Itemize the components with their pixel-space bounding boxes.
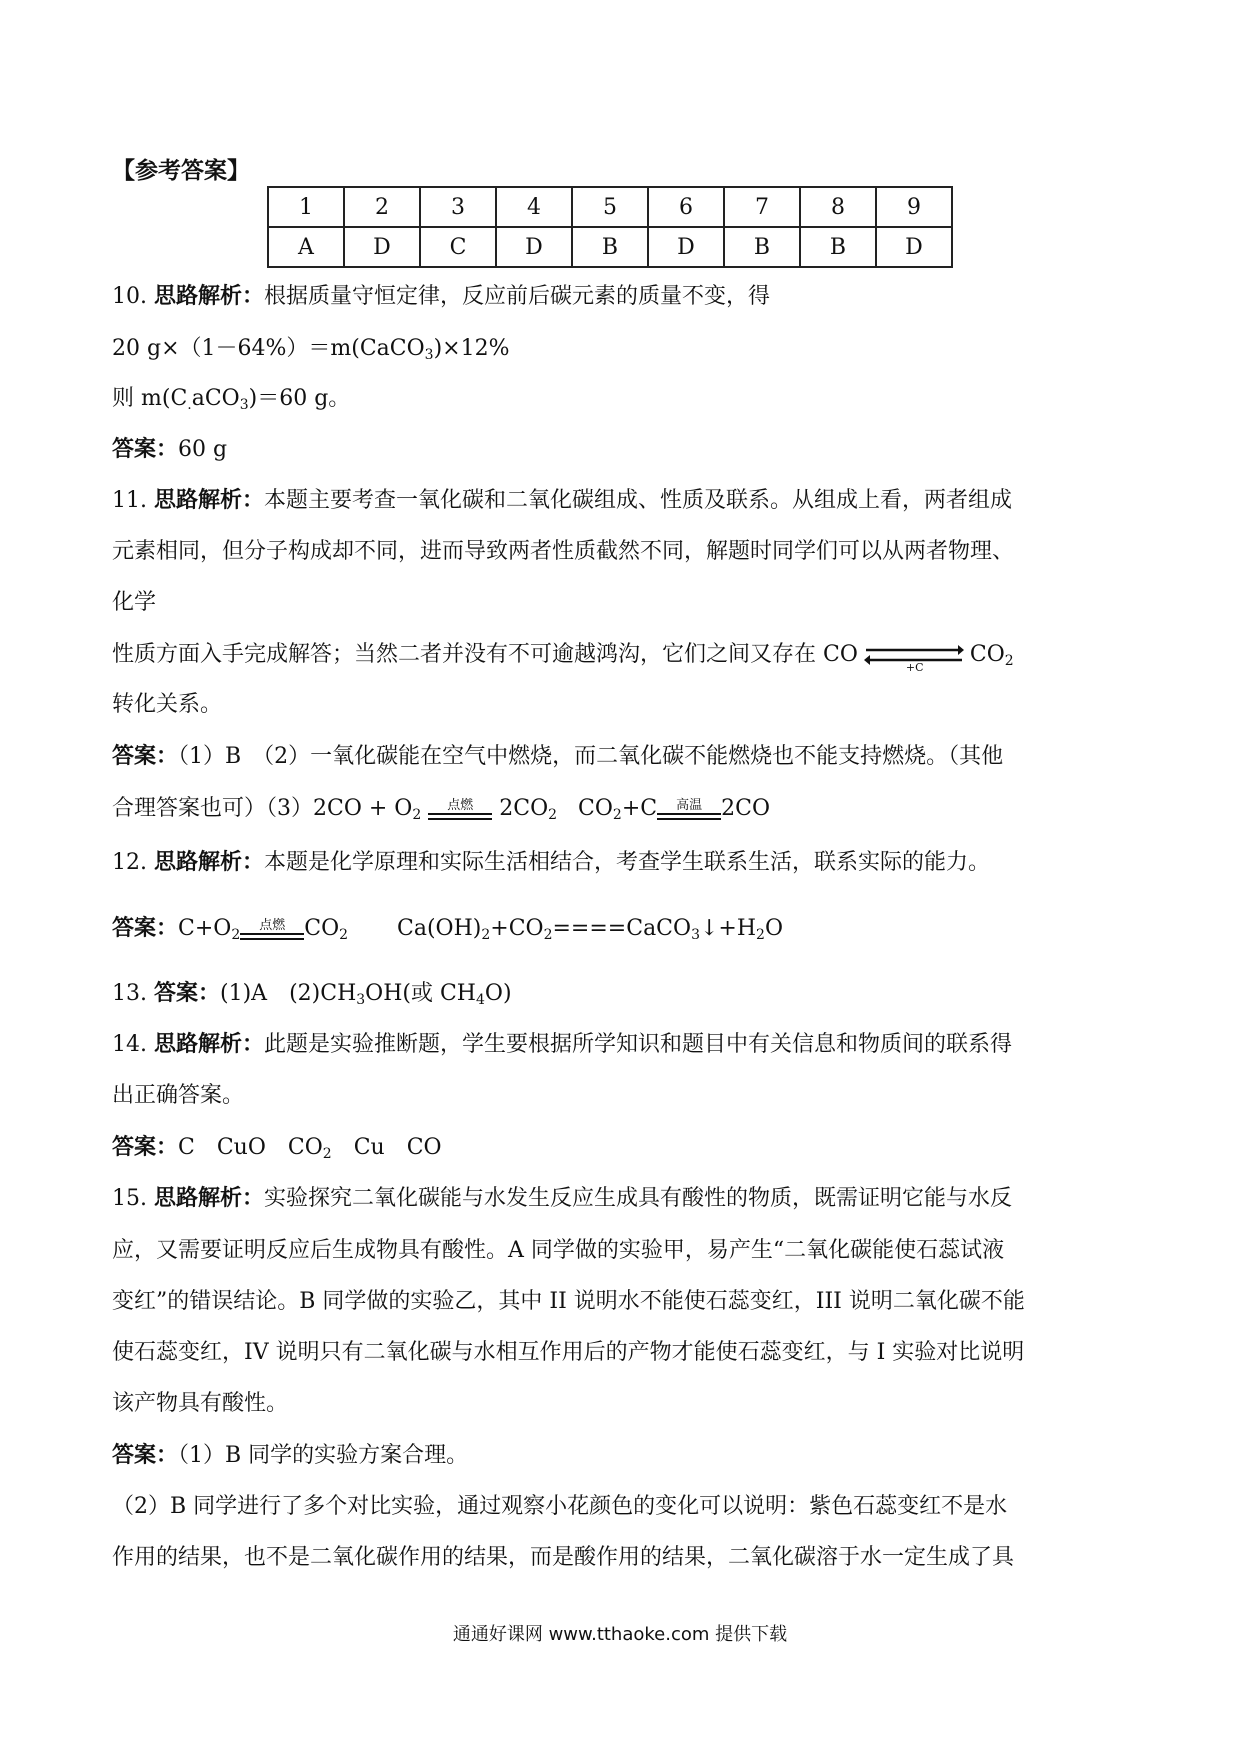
table-cell: D	[876, 227, 952, 267]
subscript: 4	[476, 992, 485, 1008]
analysis-text: 性质方面入手完成解答；当然二者并没有不可逾越鸿沟，它们之间又存在 CO	[112, 642, 858, 667]
answer-label: 答案：	[112, 437, 179, 462]
answer-text: +C	[621, 796, 658, 821]
subscript: 3	[239, 397, 249, 413]
answer-label: 答案：	[112, 916, 179, 941]
reversible-arrow-icon	[864, 638, 964, 672]
subscript: 2	[339, 927, 349, 943]
table-cell: 2	[344, 187, 420, 227]
subscript: 3	[691, 927, 700, 943]
analysis-text: 本题主要考查一氧化碳和二氧化碳组成、性质及联系。从组成上看，两者组成	[264, 488, 1013, 513]
answer-text: (1)A (2)CH	[220, 981, 357, 1006]
q15-analysis-line-3: 变红”的错误结论。B 同学做的实验乙，其中 II 说明水不能使石蕊变红，III 说明二氧化碳不能	[112, 1289, 1025, 1314]
calc-text: aCO	[191, 386, 240, 411]
equation-text: C+O	[178, 916, 232, 941]
table-cell: 3	[420, 187, 496, 227]
answer-label: 答案：	[112, 744, 179, 769]
question-number: 10.	[112, 284, 147, 309]
q10-calculation-1	[112, 334, 510, 364]
table-cell: A	[268, 227, 344, 267]
answer-text: 合理答案也可）（3）2CO + O	[112, 796, 413, 821]
answer-text: 2CO	[499, 796, 549, 821]
analysis-label: 思路解析：	[154, 1032, 265, 1057]
answer-label: 答案：	[112, 1135, 179, 1160]
subscript: 2	[412, 807, 422, 823]
table-cell: D	[496, 227, 572, 267]
answer-table-number-row	[268, 187, 952, 227]
q13-answer	[112, 979, 512, 1009]
q10-answer	[112, 435, 227, 465]
analysis-label: 思路解析：	[154, 284, 265, 309]
table-cell: B	[724, 227, 800, 267]
q14-analysis-line-2: 出正确答案。	[112, 1083, 245, 1108]
subscript: .	[187, 397, 192, 413]
page-footer: 通通好课网 www.tthaoke.com 提供下载	[452, 1624, 788, 1645]
table-cell: B	[572, 227, 648, 267]
question-number: 15.	[112, 1186, 147, 1211]
analysis-label: 思路解析：	[154, 488, 265, 513]
answer-text: （1）B （2）一氧化碳能在空气中燃烧，而二氧化碳不能燃烧也不能支持燃烧。（其他	[178, 744, 1004, 769]
reaction-condition: 点燃	[447, 797, 474, 813]
q15-answer-line-2: （2）B 同学进行了多个对比实验，通过观察小花颜色的变化可以说明：紫色石蕊变红不是水	[112, 1494, 1008, 1519]
answer-table-answer-row	[268, 227, 952, 267]
table-cell: C	[420, 227, 496, 267]
question-number: 11.	[112, 488, 147, 513]
q15-answer-line-1	[112, 1441, 468, 1471]
reference-answer-title: 【参考答案】	[112, 158, 250, 184]
subscript: 3	[356, 992, 366, 1008]
analysis-text: 本题是化学原理和实际生活相结合，考查学生联系生活，联系实际的能力。	[264, 850, 991, 875]
subscript: 2	[322, 1146, 332, 1162]
q15-analysis-line-4: 使石蕊变红，IV 说明只有二氧化碳与水相互作用后的产物才能使石蕊变红，与 I 实验对比说明	[112, 1340, 1025, 1365]
answer-table	[267, 186, 953, 268]
q11-analysis-line-1	[112, 486, 1012, 516]
q11-analysis-line-5: 转化关系。	[112, 692, 223, 717]
analysis-text: 实验探究二氧化碳能与水发生反应生成具有酸性的物质，既需证明它能与水反	[264, 1186, 1013, 1211]
analysis-text: 此题是实验推断题，学生要根据所学知识和题目中有关信息和物质间的联系得	[264, 1032, 1013, 1057]
answer-label: 答案：	[112, 1443, 179, 1468]
arrow-label: +C	[905, 661, 924, 674]
condition-equals-sign	[428, 799, 492, 820]
q11-answer-line-2	[112, 794, 770, 824]
question-number: 12.	[112, 850, 147, 875]
answer-text: Cu CO	[331, 1135, 442, 1160]
q11-answer-line-1	[112, 742, 1003, 772]
question-number: 14.	[112, 1032, 147, 1057]
answer-text: C CuO CO	[178, 1135, 323, 1160]
q15-analysis-line-5: 该产物具有酸性。	[112, 1391, 289, 1416]
q10-analysis	[112, 282, 770, 312]
analysis-label: 思路解析：	[154, 850, 265, 875]
q14-answer	[112, 1133, 442, 1163]
answer-text: 2CO	[721, 796, 770, 821]
q11-analysis-line-3: 化学	[112, 590, 157, 615]
calc-text: )＝60 g。	[248, 386, 351, 411]
table-cell: B	[800, 227, 876, 267]
q12-answer	[112, 914, 783, 944]
table-cell: 8	[800, 187, 876, 227]
calc-text: 20 g×（1－64%）＝m(CaCO	[112, 336, 425, 361]
subscript: 2	[548, 807, 558, 823]
subscript: 3	[424, 347, 434, 363]
equation-text: Ca(OH)	[397, 916, 482, 941]
q15-answer-line-3: 作用的结果，也不是二氧化碳作用的结果，而是酸作用的结果，二氧化碳溶于水一定生成了具	[112, 1545, 1015, 1570]
reaction-condition: 点燃	[259, 917, 286, 933]
answer-text: 60 g	[178, 437, 228, 462]
subscript: 2	[612, 807, 622, 823]
q11-analysis-line-4	[112, 638, 1014, 672]
table-cell: 9	[876, 187, 952, 227]
question-number: 13.	[112, 981, 147, 1006]
answer-text: O)	[484, 981, 512, 1006]
answer-text: OH(或 CH	[365, 981, 476, 1006]
analysis-text: 根据质量守恒定律，反应前后碳元素的质量不变，得	[264, 284, 771, 309]
subscript: 2	[481, 927, 491, 943]
analysis-label: 思路解析：	[154, 1186, 265, 1211]
table-cell: D	[344, 227, 420, 267]
answer-label: 答案：	[154, 981, 221, 1006]
q11-analysis-line-2: 元素相同，但分子构成却不同，进而导致两者性质截然不同，解题时同学们可以从两者物理、	[112, 539, 1015, 564]
table-cell: 5	[572, 187, 648, 227]
subscript: 2	[756, 927, 765, 943]
q15-analysis-line-1	[112, 1184, 1012, 1214]
equation-text: CO	[304, 916, 340, 941]
analysis-text: CO	[969, 642, 1005, 667]
condition-equals-sign	[657, 799, 721, 820]
equation-text: ====CaCO	[552, 916, 692, 941]
reaction-condition: 高温	[676, 797, 703, 813]
equation-text: +CO	[490, 916, 544, 941]
condition-equals-sign	[240, 919, 304, 940]
table-cell: 6	[648, 187, 724, 227]
answer-text: CO	[578, 796, 613, 821]
subscript: 2	[1004, 653, 1014, 669]
q12-analysis	[112, 848, 990, 878]
table-cell: 7	[724, 187, 800, 227]
equation-text: ↓+H	[699, 916, 757, 941]
calc-text: 则 m(C	[112, 386, 188, 411]
subscript: 2	[543, 927, 553, 943]
table-cell: 4	[496, 187, 572, 227]
subscript: 2	[231, 927, 241, 943]
q14-analysis-line-1	[112, 1030, 1012, 1060]
table-cell: D	[648, 227, 724, 267]
table-cell: 1	[268, 187, 344, 227]
equation-text: O	[764, 916, 784, 941]
calc-text: )×12%	[433, 336, 510, 361]
q15-analysis-line-2: 应，又需要证明反应后生成物具有酸性。A 同学做的实验甲，易产生“二氧化碳能使石蕊试液	[112, 1238, 1005, 1263]
answer-text: （1）B 同学的实验方案合理。	[178, 1443, 469, 1468]
q10-calculation-2	[112, 384, 350, 414]
